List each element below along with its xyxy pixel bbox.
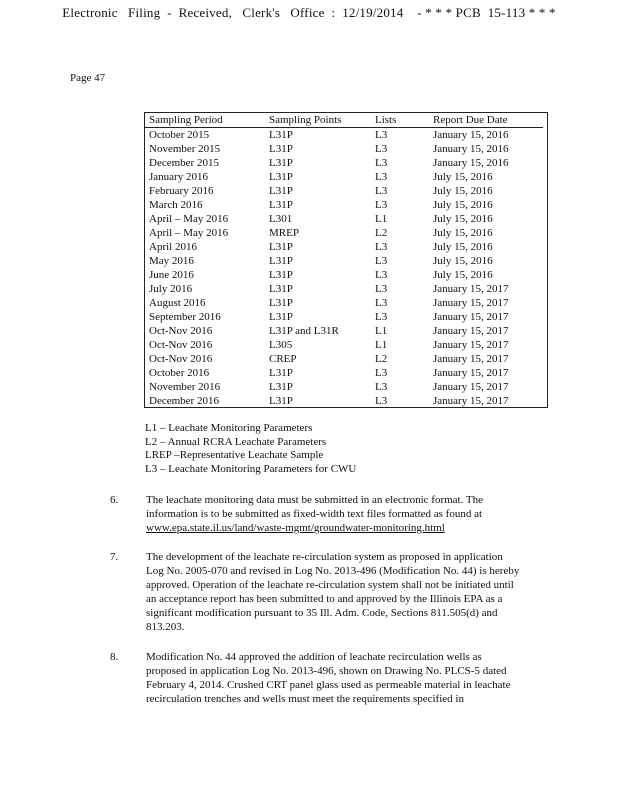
table-cell: L31P: [269, 199, 293, 211]
table-cell: L3: [375, 129, 388, 141]
table-row: [145, 254, 543, 268]
table-cell: L3: [375, 171, 388, 183]
table-cell: January 15, 2017: [433, 381, 509, 393]
legend-item: L1 – Leachate Monitoring Parameters: [145, 422, 313, 434]
table-row: [145, 296, 543, 310]
table-cell: L31P: [269, 241, 293, 253]
table-cell: L3: [375, 157, 388, 169]
table-row: [145, 212, 543, 226]
legend-item: LREP –Representative Leachate Sample: [145, 449, 324, 461]
table-cell: L1: [375, 213, 388, 225]
table-cell: L3: [375, 395, 388, 407]
table-cell: L3: [375, 185, 388, 197]
table-row: [145, 184, 543, 198]
table-cell: July 15, 2016: [433, 185, 493, 197]
table-cell: April – May 2016: [149, 213, 229, 225]
table-cell: December 2016: [149, 395, 219, 407]
table-row: [145, 352, 543, 366]
table-cell: November 2015: [149, 143, 221, 155]
table-cell: March 2016: [149, 199, 203, 211]
table-cell: October 2016: [149, 367, 210, 379]
table-cell: January 15, 2017: [433, 325, 509, 337]
table-cell: January 15, 2016: [433, 157, 509, 169]
table-row: [145, 310, 543, 324]
table-cell: July 15, 2016: [433, 171, 493, 183]
column-header: Report Due Date: [433, 113, 543, 128]
item-number: 8.: [110, 651, 119, 663]
table-cell: L3: [375, 283, 388, 295]
table-cell: May 2016: [149, 255, 194, 267]
table-cell: January 15, 2017: [433, 339, 509, 351]
table-header-row: [145, 113, 543, 128]
table-row: [145, 268, 543, 282]
legend: [145, 422, 356, 476]
legend-item: L2 – Annual RCRA Leachate Parameters: [145, 435, 327, 448]
table-cell: August 2016: [149, 297, 206, 309]
table-row: [145, 380, 543, 394]
table-cell: January 15, 2017: [433, 283, 509, 295]
table-cell: November 2016: [149, 381, 221, 393]
table-cell: L3: [375, 297, 388, 309]
table-cell: July 15, 2016: [433, 227, 493, 239]
item-number: 7.: [110, 551, 119, 563]
table-cell: L3: [375, 241, 388, 253]
item-text: The leachate monitoring data must be submitted in an electronic format. The information is to be submitted as fixed-width text files formatted as found at: [146, 494, 484, 520]
column-header: Lists: [375, 113, 433, 128]
column-header: Sampling Points: [269, 113, 375, 128]
table-row: [145, 324, 543, 338]
sampling-schedule-table: [144, 112, 548, 408]
table-cell: L3: [375, 255, 388, 267]
table-row: [145, 282, 543, 296]
table-cell: L31P: [269, 171, 293, 183]
table-row: [145, 142, 543, 156]
table-row: [145, 366, 543, 380]
table-cell: MREP: [269, 227, 299, 239]
table-cell: L31P and L31R: [269, 325, 339, 337]
table-row: [145, 128, 543, 143]
table-row: [145, 338, 543, 352]
table-cell: December 2015: [149, 157, 219, 169]
table-cell: July 2016: [149, 283, 193, 295]
table-cell: April 2016: [149, 241, 197, 253]
table-cell: January 15, 2016: [433, 143, 509, 155]
legend-item: L3 – Leachate Monitoring Parameters for CWU: [145, 462, 357, 475]
table-cell: Oct-Nov 2016: [149, 353, 213, 365]
table-cell: L2: [375, 353, 388, 365]
table-cell: L31P: [269, 129, 293, 141]
table-cell: January 15, 2017: [433, 367, 509, 379]
table-cell: L301: [269, 213, 293, 225]
table-cell: L31P: [269, 255, 293, 267]
table-cell: L31P: [269, 395, 293, 407]
table-cell: June 2016: [149, 269, 194, 281]
table-cell: L31P: [269, 185, 293, 197]
table-cell: February 2016: [149, 185, 214, 197]
table-cell: L31P: [269, 381, 293, 393]
table-cell: January 15, 2017: [433, 395, 509, 407]
item-text: The development of the leachate re-circulation system as proposed in application Log No. 2005-070 and revised in Log No. 2013-496 (Modification No. 44) is hereby approved. Operation of the leachate re-circulation system shall not be initiated until an acceptance report has been submitted to and approved by the Illinois EPA as a significant modification pursuant to 35 Ill. Adm. Code, Sections 811.505(d) and 813.203.: [146, 551, 520, 633]
table-cell: L3: [375, 269, 388, 281]
table-cell: September 2016: [149, 311, 221, 323]
table-cell: July 15, 2016: [433, 199, 493, 211]
table-row: [145, 394, 543, 408]
filing-header: Electronic Filing - Received, Clerk's Office : 12/19/2014 - * * * PCB 15-113 * * *: [62, 5, 556, 20]
table-cell: L3: [375, 311, 388, 323]
table-cell: July 15, 2016: [433, 269, 493, 281]
table-row: [145, 170, 543, 184]
table-cell: January 15, 2017: [433, 353, 509, 365]
table-row: [145, 240, 543, 254]
table-cell: CREP: [269, 353, 297, 365]
table-cell: L31P: [269, 143, 293, 155]
table-cell: L31P: [269, 297, 293, 309]
table-cell: L31P: [269, 157, 293, 169]
table-cell: January 15, 2016: [433, 129, 509, 141]
table-cell: January 15, 2017: [433, 311, 509, 323]
table-cell: L31P: [269, 311, 293, 323]
item-number: 6.: [110, 494, 119, 506]
table-row: [145, 226, 543, 240]
table-cell: L3: [375, 381, 388, 393]
table-cell: L1: [375, 339, 388, 351]
column-header: Sampling Period: [145, 113, 269, 128]
table-cell: L1: [375, 325, 388, 337]
table-cell: Oct-Nov 2016: [149, 339, 213, 351]
table-cell: January 15, 2017: [433, 297, 509, 309]
table-cell: October 2015: [149, 129, 210, 141]
item-text-block: [146, 493, 522, 535]
table-cell: July 15, 2016: [433, 241, 493, 253]
page-number: Page 47: [70, 72, 106, 84]
table-cell: L31P: [269, 283, 293, 295]
table-cell: January 2016: [149, 171, 208, 183]
table-cell: July 15, 2016: [433, 255, 493, 267]
table-cell: L31P: [269, 269, 293, 281]
table-cell: L31P: [269, 367, 293, 379]
table-cell: L3: [375, 143, 388, 155]
table-cell: Oct-Nov 2016: [149, 325, 213, 337]
table-row: [145, 156, 543, 170]
table-cell: L2: [375, 227, 388, 239]
table-cell: April – May 2016: [149, 227, 229, 239]
table-cell: L3: [375, 199, 388, 211]
table-row: [145, 198, 543, 212]
table-cell: L3: [375, 367, 388, 379]
table-cell: July 15, 2016: [433, 213, 493, 225]
monitoring-format-link[interactable]: www.epa.state.il.us/land/waste-mgmt/groundwater-monitoring.html: [146, 522, 445, 534]
item-text: Modification No. 44 approved the addition of leachate recirculation wells as proposed in application Log No. 2013-496, shown on Drawing No. PLCS-5 dated February 4, 2014. Crushed CRT panel glass used as permeable material in leachate recirculation trenches and wells must meet the requirements specified in: [146, 651, 511, 705]
table-cell: L305: [269, 339, 293, 351]
